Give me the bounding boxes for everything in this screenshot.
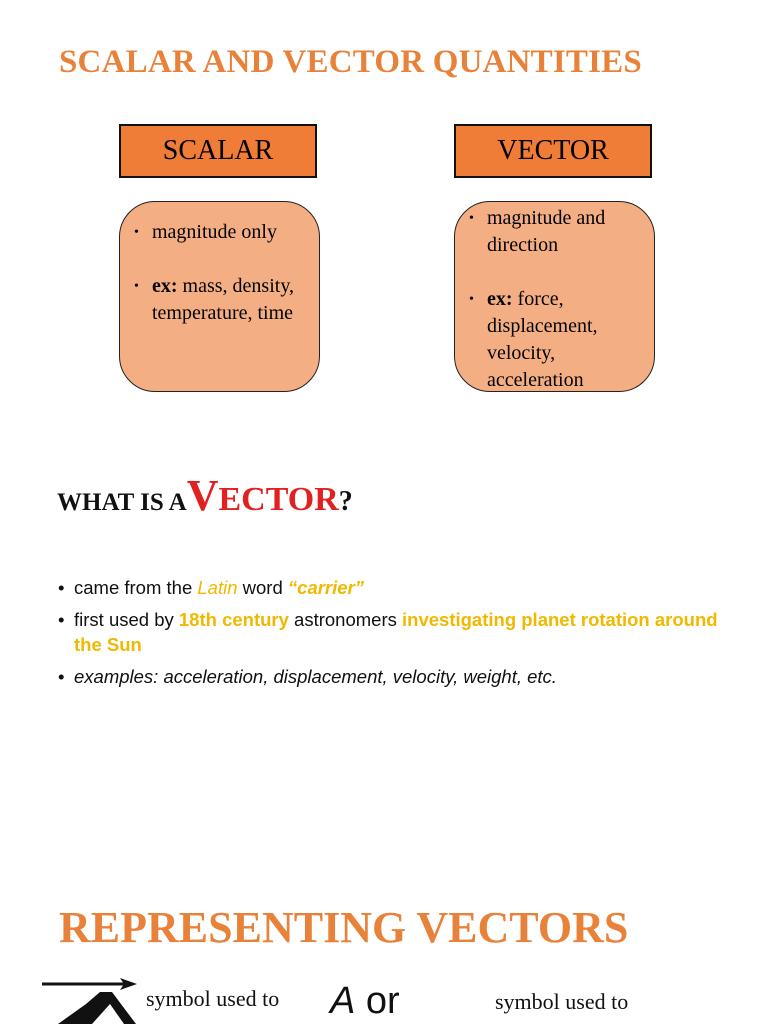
vector-facts-list — [58, 575, 718, 696]
vector-bullet-magnitude: • magnitude and direction — [469, 207, 606, 256]
representing-vectors-title: REPRESENTING VECTORS — [59, 903, 629, 952]
what-is-vector-heading — [57, 470, 353, 521]
vector-bullet-examples: • ex: force, displacement, velocity, acceleration — [469, 288, 598, 391]
vector-arrow-symbol-icon — [40, 974, 140, 1024]
page-title: SCALAR AND VECTOR QUANTITIES — [59, 44, 642, 80]
list-item: • examples: acceleration, displacement, velocity, weight, etc. — [58, 666, 557, 687]
scalar-header-label: SCALAR — [162, 135, 274, 166]
question-mark: ? — [338, 486, 353, 517]
vector-header-label: VECTOR — [497, 135, 609, 166]
scalar-bullet-magnitude: • magnitude only — [134, 221, 277, 243]
vector-header-box — [454, 124, 652, 178]
what-is-prefix: WHAT IS A — [57, 489, 187, 516]
list-item: • came from the Latin word “carrier” — [58, 577, 365, 598]
scalar-description-box — [119, 201, 320, 392]
vector-big-letter: V — [186, 471, 219, 520]
symbol-left-text: symbol used to — [146, 986, 280, 1011]
scalar-bullet-examples: • ex: mass, density, temperature, time — [134, 275, 295, 324]
scalar-header-box — [119, 124, 317, 178]
vector-rest: ECTOR — [218, 481, 339, 518]
a-or-text: A or — [330, 980, 400, 1022]
vector-description-box — [454, 201, 655, 392]
list-item: • first used by 18th century astronomers investigating planet rotation around the Sun — [58, 609, 718, 655]
symbol-right-text: symbol used to — [495, 989, 629, 1014]
